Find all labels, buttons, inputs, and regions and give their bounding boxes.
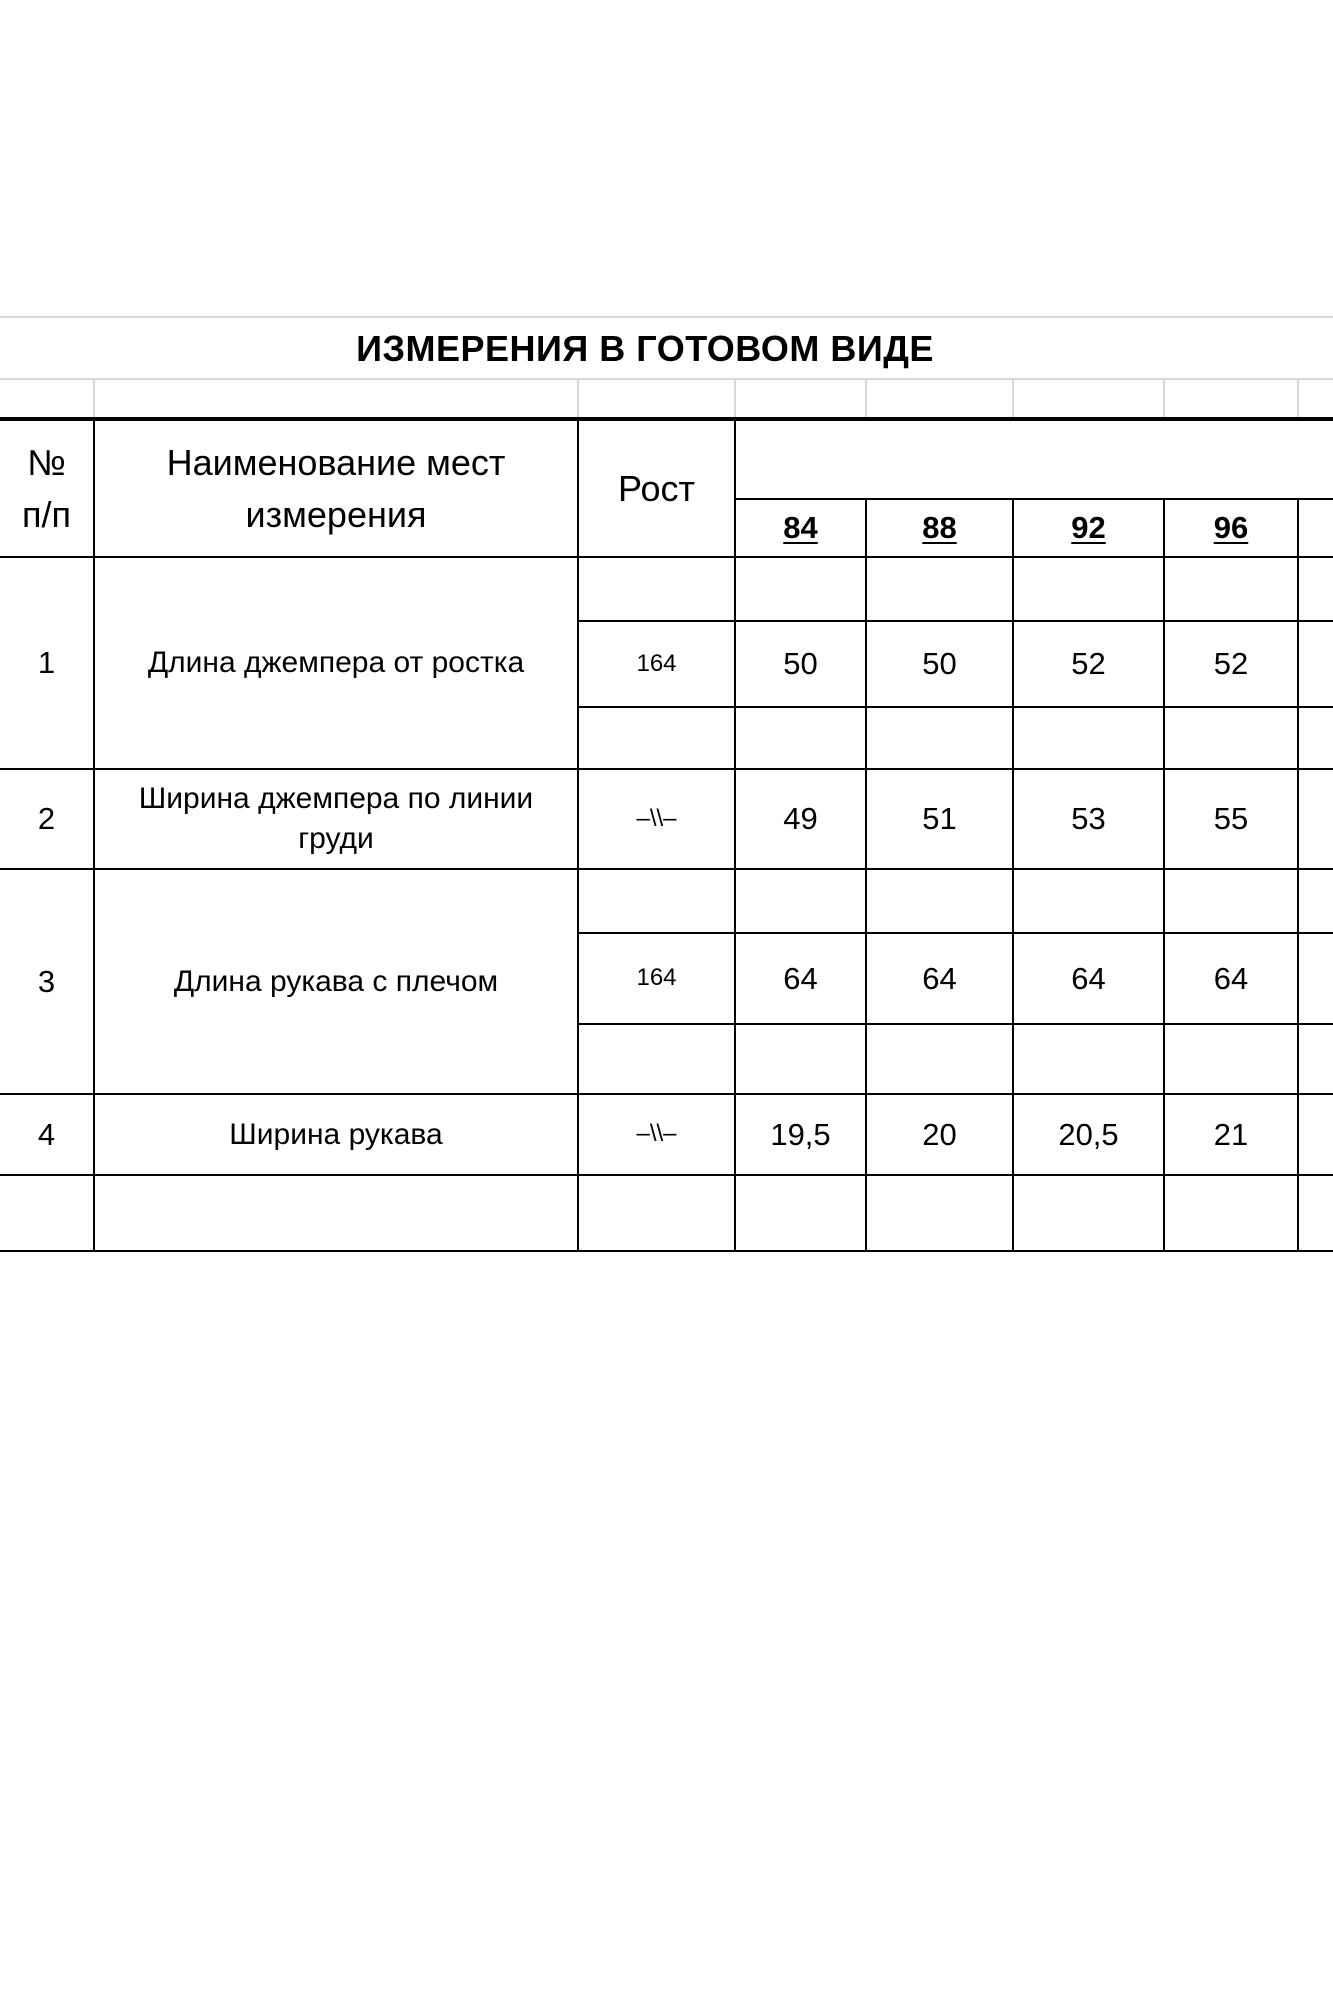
table-title: ИЗМЕРЕНИЯ В ГОТОВОМ ВИДЕ <box>356 328 934 370</box>
row-3-value-92: 64 <box>1071 960 1106 996</box>
row-1-value-92: 52 <box>1071 646 1106 682</box>
grid-line <box>577 378 579 418</box>
row-1-value-88: 50 <box>922 646 957 682</box>
row-2-name <box>95 770 577 868</box>
grid-line <box>734 378 736 418</box>
grid-line <box>0 378 1333 380</box>
row-1-value-96: 52 <box>1213 646 1249 682</box>
grid-line <box>1012 378 1014 418</box>
sub-row-line <box>577 1023 1333 1025</box>
row-3-name: Длина рукава с плечом <box>173 964 499 998</box>
row-2-height: –\\– <box>636 804 677 832</box>
row-2-name-text: Ширина джемпера по линии груди <box>138 782 534 855</box>
size-96-header: 96 <box>1213 510 1249 546</box>
row-3-height: 164 <box>636 964 677 992</box>
grid-line <box>0 316 1333 318</box>
grid-line <box>865 378 867 418</box>
row-3-value-88: 64 <box>922 960 957 996</box>
header-number-text: № п/п <box>22 441 71 535</box>
row-4-name: Ширина рукава <box>229 1117 443 1151</box>
measurements-table <box>0 316 1333 1253</box>
grid-line <box>1163 378 1165 418</box>
table-bottom-border <box>0 1250 1333 1252</box>
sub-row-line <box>577 706 1333 708</box>
row-1-height: 164 <box>636 649 677 677</box>
row-1-name: Длина джемпера от ростка <box>147 646 525 679</box>
row-3-value-84: 64 <box>783 960 818 996</box>
row-border <box>0 1174 1333 1176</box>
row-2-number: 2 <box>37 801 56 837</box>
row-4-value-84: 19,5 <box>770 1116 831 1152</box>
row-2-value-88: 51 <box>922 801 957 837</box>
grid-line <box>1297 378 1299 418</box>
row-4-number: 4 <box>37 1116 56 1152</box>
grid-line <box>93 378 95 418</box>
row-1-number: 1 <box>37 645 56 681</box>
row-3-value-96: 64 <box>1213 960 1249 996</box>
row-3-number: 3 <box>37 963 56 999</box>
column-border <box>1297 498 1299 1252</box>
header-name-label <box>95 421 577 556</box>
header-number-label <box>0 421 93 556</box>
row-4-value-96: 21 <box>1213 1116 1249 1152</box>
row-1-value-84: 50 <box>783 646 818 682</box>
size-88-header: 88 <box>922 510 957 546</box>
size-92-header: 92 <box>1071 510 1106 546</box>
row-2-value-84: 49 <box>783 801 818 837</box>
row-4-height: –\\– <box>636 1120 677 1148</box>
header-name-text: Наименование мест измерения <box>166 441 506 535</box>
row-4-value-92: 20,5 <box>1058 1116 1119 1152</box>
header-height-label: Рост <box>618 467 695 509</box>
row-2-value-92: 53 <box>1071 801 1106 837</box>
row-4-value-88: 20 <box>922 1116 957 1152</box>
row-2-value-96: 55 <box>1213 801 1249 837</box>
size-84-header: 84 <box>783 510 818 546</box>
